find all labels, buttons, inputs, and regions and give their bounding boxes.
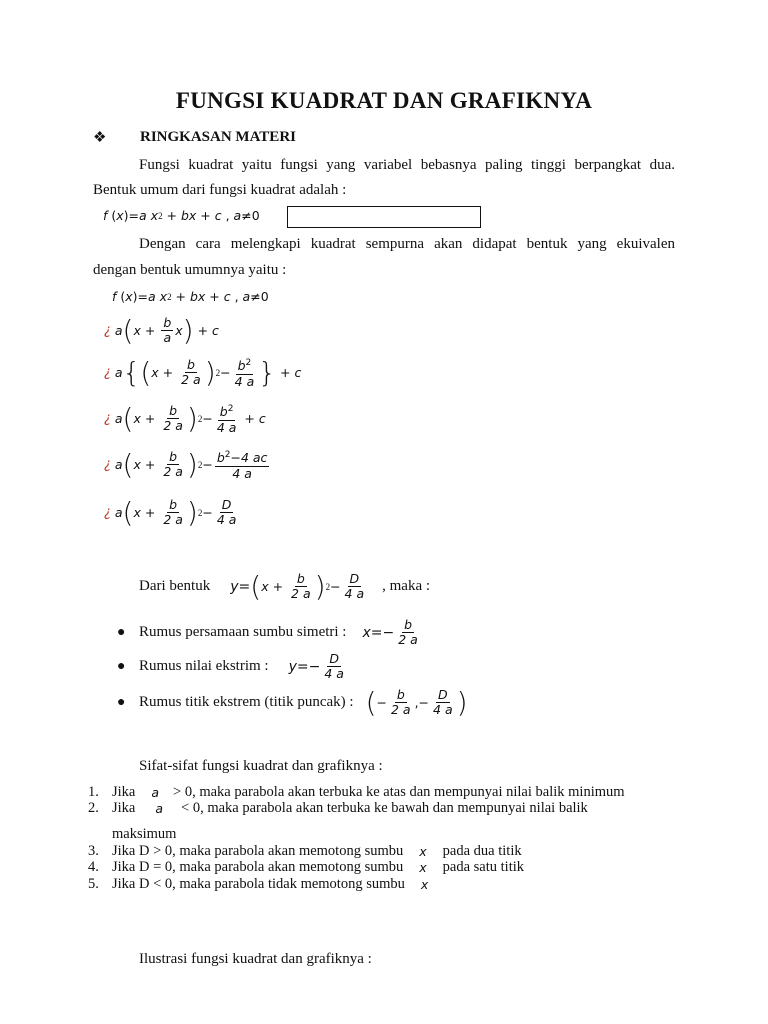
equivalent-line-1: Dengan cara melengkapi kuadrat sempurna akan didapat bentuk yang ekuivalen xyxy=(139,236,675,252)
diamond-bullet-icon: ❖ xyxy=(93,130,107,146)
empty-box xyxy=(287,206,481,228)
formula-item-vertex: ● Rumus titik ekstrem (titik puncak) : ( − $\frac{b}{2 a}$ ,− $\frac{D}{4 a}$ ) xyxy=(117,686,468,719)
section-heading: RINGKASAN MATERI xyxy=(140,129,296,145)
property-item-5: 5. Jika D < 0, maka parabola tidak memotong sumbu x xyxy=(88,876,429,892)
derivation-step-2: ¿ a {( x + $\frac{b}{2 a}$ ) 2 − $\frac{b^2}{4 a}$ } + c xyxy=(104,356,302,389)
derivation-step-5: ¿ a ( x + $\frac{b}{2 a}$ ) 2 − $\frac{D}{4 a}$ xyxy=(104,496,237,529)
property-item-2: 2. Jika a < 0, maka parabola akan terbuka ke bawah dan mempunyai nilai balik xyxy=(88,800,588,816)
property-item-2-cont: maksimum xyxy=(112,826,177,842)
equivalent-line-2: dengan bentuk umumnya yaitu : xyxy=(93,262,287,278)
bullet-icon: ● xyxy=(117,694,126,710)
formula-item-axis: ● Rumus persamaan sumbu simetri : x =− $\frac{b}{2 a}$ xyxy=(117,617,418,647)
page-title: FUNGSI KUADRAT DAN GRAFIKNYA xyxy=(175,88,593,113)
intro-line-2: Bentuk umum dari fungsi kuadrat adalah : xyxy=(93,182,347,198)
formula-item-extreme-value: ● Rumus nilai ekstrim : y =− $\frac{D}{4 a}$ xyxy=(117,651,344,681)
derivation-step-4: ¿ a ( x + $\frac{b}{2 a}$ ) 2 − $\frac{b^2-4 ac}{4 a}$ xyxy=(104,448,268,481)
derivation-step-3: ¿ a ( x + $\frac{b}{2 a}$ ) 2 − $\frac{b^2}{4 a}$ + c xyxy=(104,402,266,435)
bullet-icon: ● xyxy=(117,624,126,640)
general-form-formula: f ( x )= a x 2 + bx + c , a ≠0 xyxy=(103,208,260,223)
properties-title: Sifat-sifat fungsi kuadrat dan grafiknya : xyxy=(139,758,383,774)
property-item-3: 3. Jika D > 0, maka parabola akan memotong sumbu x pada dua titik xyxy=(88,843,522,859)
intro-line-1: Fungsi kuadrat yaitu fungsi yang variabel bebasnya paling tinggi berpangkat dua. xyxy=(139,157,675,173)
derivation-step-0: f ( x )= a x 2 + bx + c , a ≠0 xyxy=(112,289,269,304)
bullet-icon: ● xyxy=(117,658,126,674)
from-form-line: Dari bentuk y = ( x + $\frac{b}{2 a}$ ) 2 − $\frac{D}{4 a}$ , maka : xyxy=(139,570,431,603)
property-item-4: 4. Jika D = 0, maka parabola akan memotong sumbu x pada satu titik xyxy=(88,859,525,875)
derivation-step-1: ¿ a ( x + $\frac{b}{a}$ x ) + c xyxy=(104,314,219,347)
property-item-1: 1. Jika a > 0, maka parabola akan terbuka ke atas dan mempunyai nilai balik minimum xyxy=(88,784,625,800)
illustration-caption: Ilustrasi fungsi kuadrat dan grafiknya : xyxy=(139,951,372,967)
